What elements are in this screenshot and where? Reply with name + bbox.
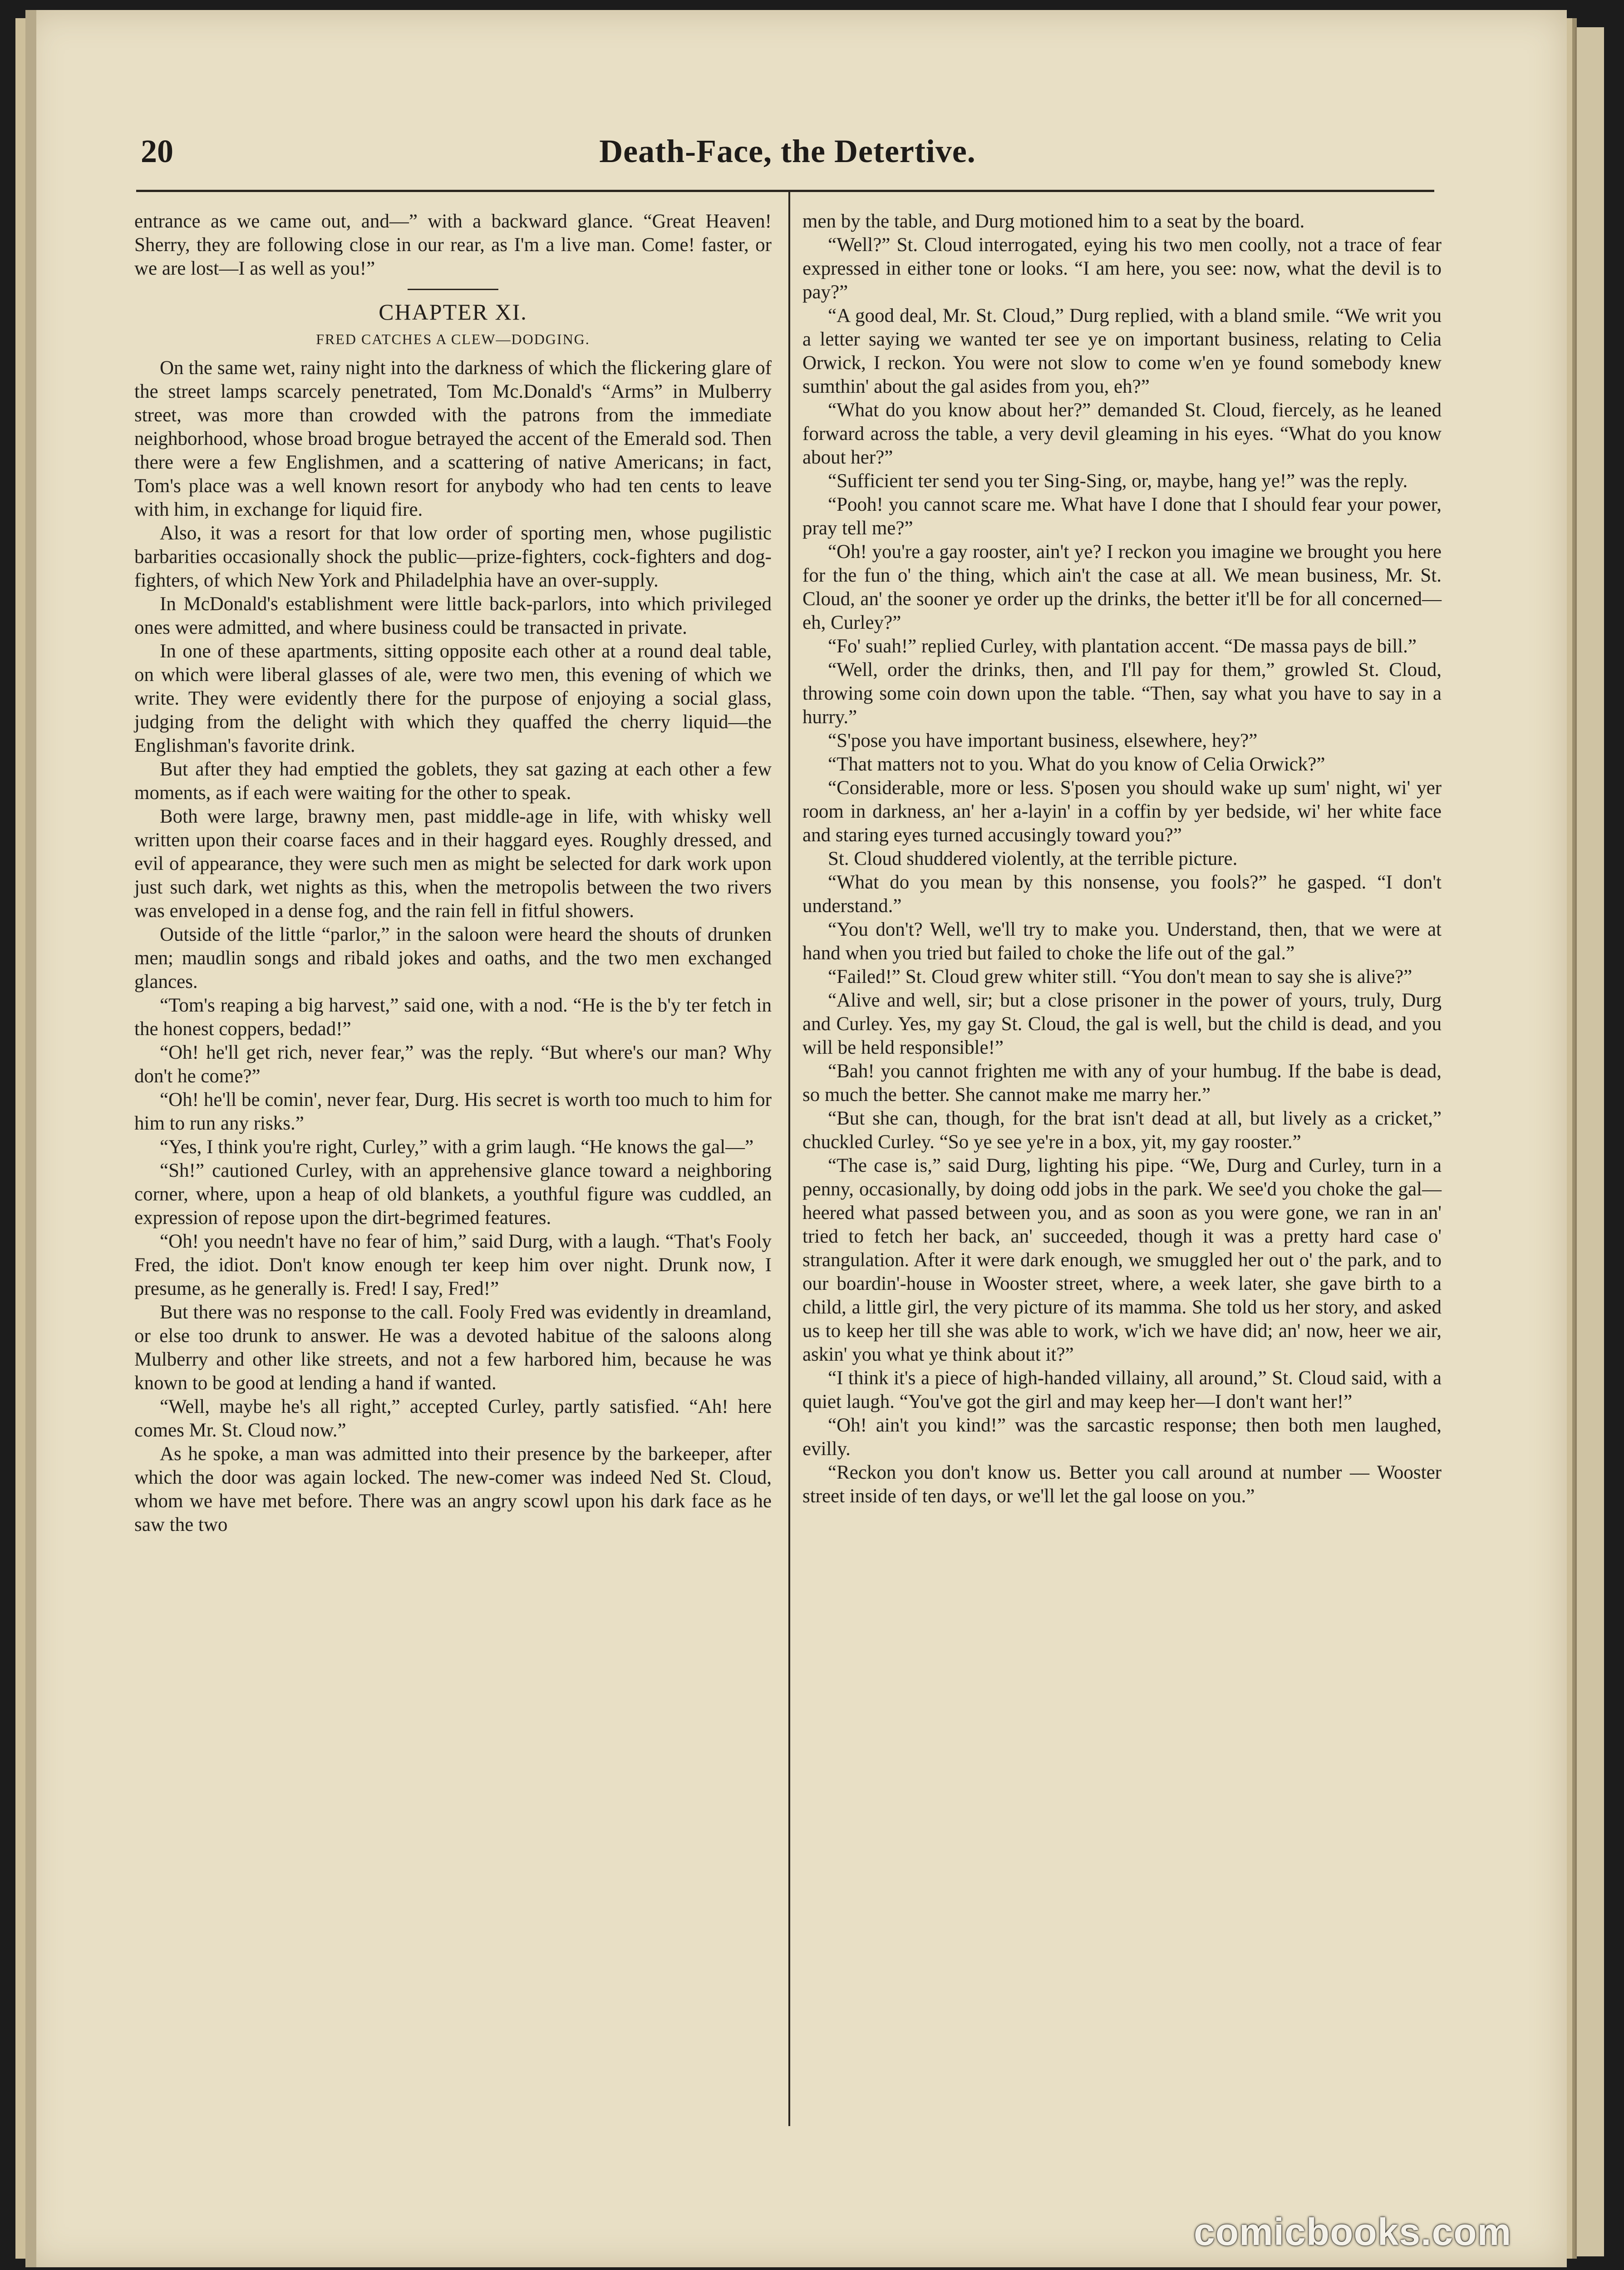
paragraph: men by the table, and Durg motioned him to a seat by the board.	[802, 211, 1305, 232]
binding-shadow	[25, 10, 36, 2267]
paragraph: entrance as we came out, and—” with a backward glance. “Great Heaven! Sherry, they are following close in our rear, as I'm a live man. Come! faster, or we are lost—I as well as you!”	[134, 211, 772, 279]
header-rule	[136, 190, 1434, 192]
page-header	[141, 133, 1434, 183]
right-column	[802, 210, 1442, 1508]
paragraph: On the same wet, rainy night into the darkness of which the flickering glare of the street lamps scarcely penetrated, Tom Mc.Donald's “Arms” in Mulberry street, was more than crowded with the patrons from the immediate neighborhood, whose broad brogue betrayed the accent of the Emerald sod. Then there were a few Englishmen, and a scattering of native Americans; in fact, Tom's place was a well known resort for anybody who had ten cents to leave with him, in exchange for liquid fire.	[134, 357, 772, 520]
paragraph: “Oh! he'll be comin', never fear, Durg. His secret is worth too much to him for him to run any risks.”	[134, 1089, 772, 1134]
paragraph: “That matters not to you. What do you know of Celia Orwick?”	[828, 754, 1325, 775]
page-number: 20	[141, 133, 173, 169]
paragraph: As he spoke, a man was admitted into their presence by the barkeeper, after which the door was again locked. The new-comer was indeed Ned St. Cloud, whom we have met before. There was an angry scowl upon his dark face as he saw the two	[134, 1443, 772, 1535]
paragraph: “Well?” St. Cloud interrogated, eying his two men coolly, not a trace of fear expressed in either tone or looks. “I am here, you see: now, what the devil is to pay?”	[802, 234, 1442, 303]
paragraph: But after they had emptied the goblets, they sat gazing at each other a few moments, as if each were waiting for the other to speak.	[134, 759, 772, 804]
paragraph: “What do you mean by this nonsense, you fools?” he gasped. “I don't understand.”	[802, 872, 1442, 917]
paragraph: “But she can, though, for the brat isn't dead at all, but lively as a cricket,” chuckled Curley. “So ye see ye're in a box, yit, my gay rooster.”	[802, 1108, 1442, 1153]
paragraph: Both were large, brawny men, past middle-age in life, with whisky well written upon their coarse faces and in their haggard eyes. Roughly dressed, and evil of appearance, they were such men as might be selected for dark work upon just such dark, wet nights as this, when the metropolis between the two rivers was enveloped in a dense fog, and the rain fell in fitful showers.	[134, 806, 772, 922]
chapter-subtitle: FRED CATCHES A CLEW—DODGING.	[316, 331, 590, 347]
paragraph: “Reckon you don't know us. Better you call around at number — Wooster street inside of ten days, or we'll let the gal loose on you.”	[802, 1462, 1442, 1507]
running-title: Death-Face, the Detertive.	[599, 133, 976, 169]
paragraph: “I think it's a piece of high-handed villainy, all around,” St. Cloud said, with a quiet laugh. “You've got the girl and may keep her—I don't want her!”	[802, 1367, 1442, 1412]
paragraph: “Sufficient ter send you ter Sing-Sing, or, maybe, hang ye!” was the reply.	[828, 470, 1408, 492]
paragraph: In McDonald's establishment were little back-parlors, into which privileged ones were admitted, and where business could be transacted in private.	[134, 593, 772, 638]
section-rule	[408, 289, 498, 290]
paragraph: “Sh!” cautioned Curley, with an apprehensive glance toward a neighboring corner, where, upon a heap of old blankets, a youthful figure was cuddled, an expression of repose upon the dirt-begrimed features.	[134, 1160, 772, 1229]
paragraph: In one of these apartments, sitting opposite each other at a round deal table, on which were liberal glasses of ale, were two men, this evening of which we write. They were evidently there for the purpose of enjoying a social glass, judging from the delight with which they quaffed the cherry liquid—the Englishman's favorite drink.	[134, 641, 772, 756]
paragraph: “Oh! ain't you kind!” was the sarcastic response; then both men laughed, evilly.	[802, 1415, 1442, 1460]
paragraph: “Oh! you're a gay rooster, ain't ye? I reckon you imagine we brought you here for the fun o' the thing, which ain't the case at all. We mean business, Mr. St. Cloud, an' the sooner ye order up the drinks, the better it'll be for all concerned—eh, Curley?”	[802, 541, 1442, 633]
paragraph: Also, it was a resort for that low order of sporting men, whose pugilistic barbarities occasionally shock the public—prize-fighters, cock-fighters and dog-fighters, of which New York and Philadelphia have an over-supply.	[134, 523, 772, 591]
paragraph: St. Cloud shuddered violently, at the terrible picture.	[828, 848, 1238, 869]
chapter-title: CHAPTER XI.	[379, 299, 527, 325]
paragraph: “Considerable, more or less. S'posen you should wake up sum' night, wi' yer room in darkness, an' her a-layin' in a coffin by yer bedside, wi' her white face and staring eyes turned accusingly toward you?”	[802, 777, 1442, 846]
paragraph: Outside of the little “parlor,” in the saloon were heard the shouts of drunken men; maudlin songs and ribald jokes and oaths, and the two men exchanged glances.	[134, 924, 772, 992]
paragraph: “S'pose you have important business, elsewhere, hey?”	[828, 730, 1258, 751]
paragraph: “Bah! you cannot frighten me with any of your humbug. If the babe is dead, so much the better. She cannot make me marry her.”	[802, 1061, 1442, 1105]
paragraph: “Oh! you needn't have no fear of him,” said Durg, with a laugh. “That's Fooly Fred, the idiot. Don't know enough ter keep him over night. Drunk now, I presume, as he generally is. Fred! I say, Fred!”	[134, 1231, 772, 1299]
paragraph: “Tom's reaping a big harvest,” said one, with a nod. “He is the b'y ter fetch in the honest coppers, bedad!”	[134, 995, 772, 1040]
paragraph: “Failed!” St. Cloud grew whiter still. “You don't mean to say she is alive?”	[828, 966, 1412, 987]
column-divider	[788, 190, 790, 2126]
paragraph: “Oh! he'll get rich, never fear,” was the reply. “But where's our man? Why don't he come?”	[134, 1042, 772, 1087]
site-watermark: comicbooks.com	[1194, 2211, 1512, 2253]
paragraph: “Yes, I think you're right, Curley,” with a grim laugh. “He knows the gal—”	[160, 1136, 754, 1158]
paragraph: But there was no response to the call. Fooly Fred was evidently in dreamland, or else too drunk to answer. He was a devoted habitue of the saloons along Mulberry and other like streets, and not a few harbored him, because he was known to be good at lending a hand if wanted.	[134, 1302, 772, 1394]
paragraph: “A good deal, Mr. St. Cloud,” Durg replied, with a bland smile. “We writ you a letter saying we wanted ter see ye on important business, relating to Celia Orwick, I reckon. You were not slow to come w'en ye found somebody knew sumthin' about the gal asides from you, eh?”	[802, 305, 1442, 397]
paragraph: “The case is,” said Durg, lighting his pipe. “We, Durg and Curley, turn in a penny, occasionally, by doing odd jobs in the park. We see'd you choke the gal—heered what passed between you, and as soon as you were gone, we ran in an' tried to fetch her back, an' succeeded, though it was a pretty hard case o' strangulation. After it were dark enough, we smuggled her out o' the park, and to our boardin'-house in Wooster street, where, a week later, she gave birth to a child, a little girl, the very picture of its mamma. She told us her story, and asked us to keep her till she was able to work, w'ich we have did; an' now, heer we air, askin' you what ye think about it?”	[802, 1155, 1442, 1365]
left-column	[134, 210, 772, 1537]
paragraph: “Fo' suah!” replied Curley, with plantation accent. “De massa pays de bill.”	[828, 636, 1417, 657]
paragraph: “You don't? Well, we'll try to make you. Understand, then, that we were at hand when you tried but failed to choke the life out of the gal.”	[802, 919, 1442, 964]
facing-page-edge	[1575, 27, 1604, 2256]
paragraph: “What do you know about her?” demanded St. Cloud, fiercely, as he leaned forward across the table, a very devil gleaming in his eyes. “What do you know about her?”	[802, 400, 1442, 468]
paragraph: “Pooh! you cannot scare me. What have I done that I should fear your power, pray tell me?”	[802, 494, 1442, 539]
paragraph: “Well, maybe he's all right,” accepted Curley, partly satisfied. “Ah! here comes Mr. St. Cloud now.”	[134, 1396, 772, 1441]
paragraph: “Well, order the drinks, then, and I'll pay for them,” growled St. Cloud, throwing some coin down upon the table. “Then, say what you have to say in a hurry.”	[802, 659, 1442, 728]
paragraph: “Alive and well, sir; but a close prisoner in the power of yours, truly, Durg and Curley. Yes, my gay St. Cloud, the gal is well, but the child is dead, and you will be held responsible!”	[802, 990, 1442, 1058]
